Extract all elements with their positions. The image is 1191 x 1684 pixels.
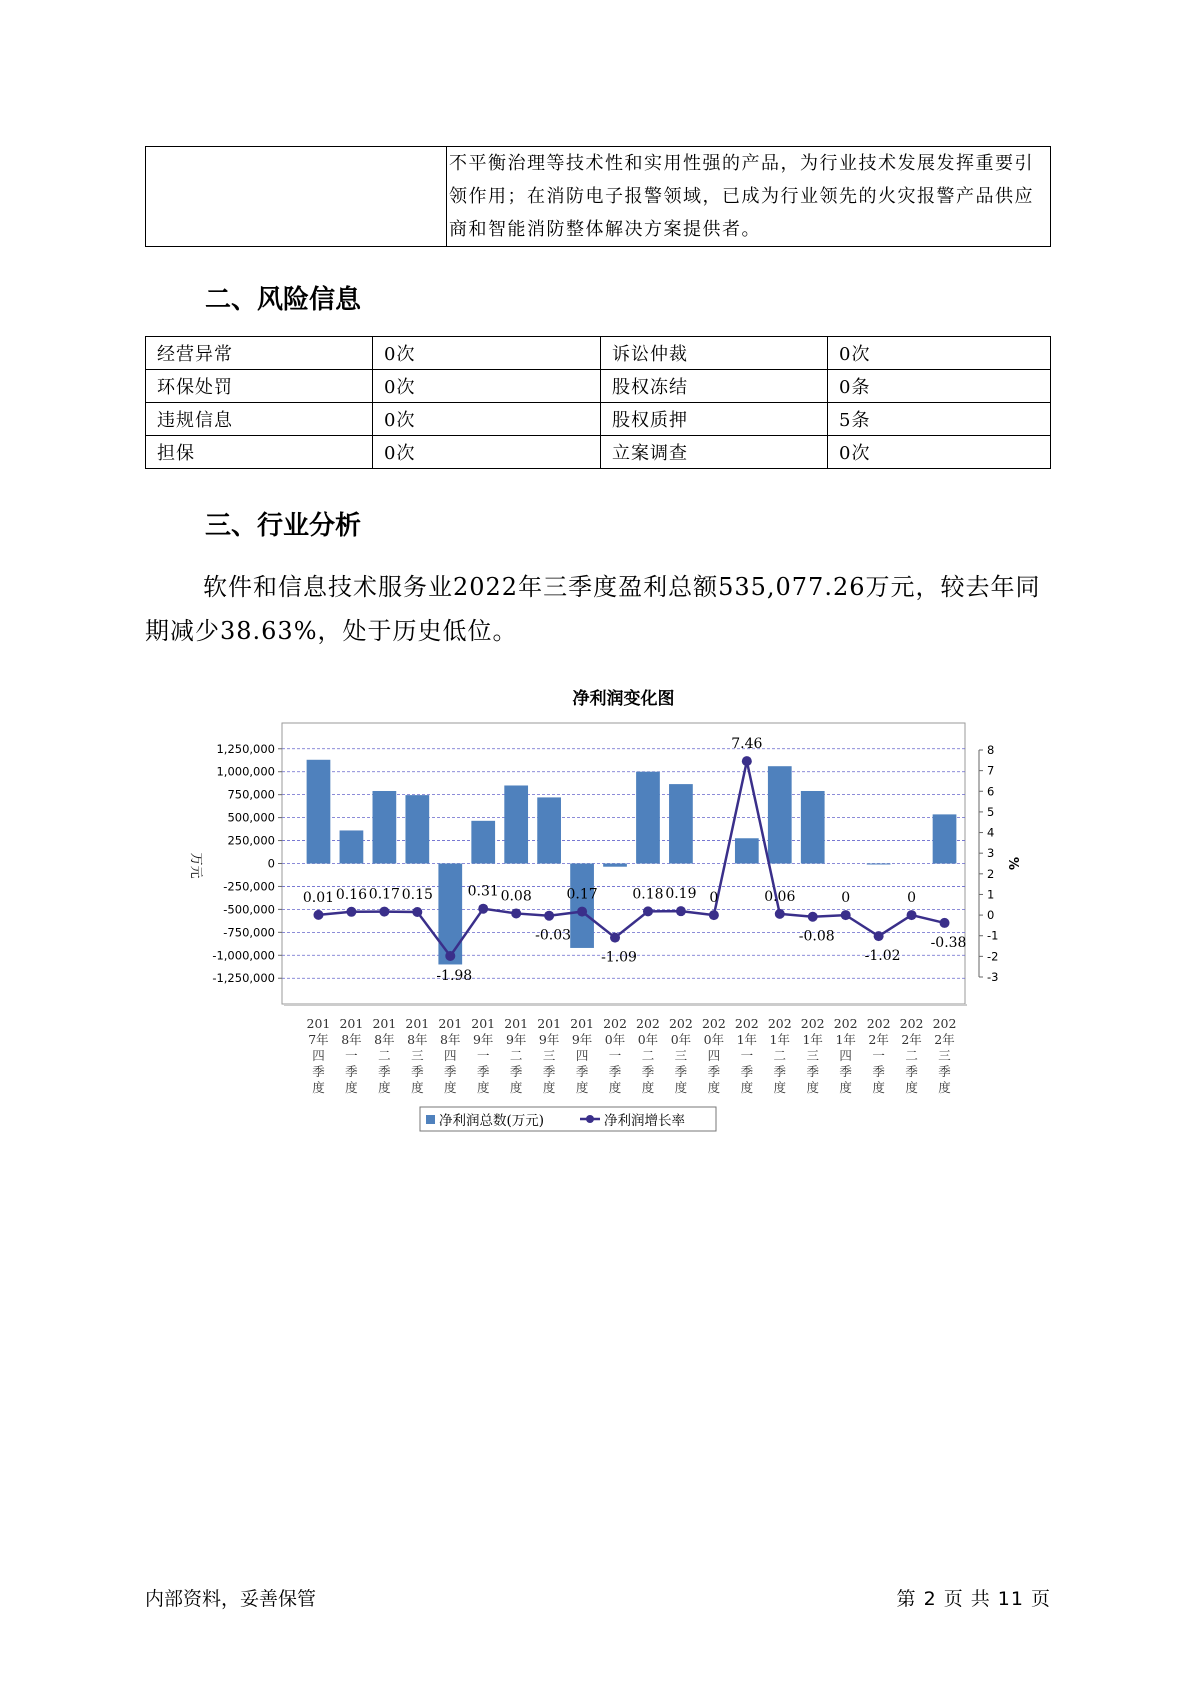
chart-bar bbox=[603, 864, 627, 867]
left-tick-label: -1,250,000 bbox=[212, 971, 275, 986]
x-tick-label: 季 bbox=[608, 1064, 622, 1079]
x-tick-label: 8年 bbox=[374, 1032, 395, 1047]
risk-table bbox=[145, 336, 1051, 469]
x-tick-label: 2年 bbox=[901, 1032, 922, 1047]
x-tick-label: 1年 bbox=[802, 1032, 823, 1047]
x-tick-label: 度 bbox=[608, 1080, 622, 1095]
x-tick-label: 0年 bbox=[670, 1032, 692, 1047]
x-tick-label: 三 bbox=[938, 1048, 951, 1063]
chart-bar bbox=[471, 821, 495, 864]
left-tick-label: 250,000 bbox=[227, 833, 275, 848]
x-tick-label: 季 bbox=[542, 1064, 556, 1079]
right-tick-label: 1 bbox=[987, 887, 995, 902]
x-tick-label: 202 bbox=[767, 1016, 792, 1031]
intro-table bbox=[145, 146, 1051, 247]
x-tick-label: 季 bbox=[312, 1064, 325, 1079]
chart-bar bbox=[537, 797, 561, 863]
x-tick-label: 二 bbox=[641, 1048, 655, 1063]
x-tick-label: 度 bbox=[773, 1080, 787, 1095]
x-tick-label: 1年 bbox=[736, 1032, 758, 1047]
x-tick-label: 202 bbox=[603, 1016, 627, 1031]
risk-value: 0次 bbox=[373, 370, 601, 403]
risk-label: 违规信息 bbox=[146, 403, 373, 436]
growth-point bbox=[412, 907, 422, 917]
x-tick-label: 四 bbox=[707, 1048, 721, 1063]
x-tick-label: 9年 bbox=[505, 1032, 527, 1047]
data-label: -1.09 bbox=[601, 949, 637, 966]
x-tick-label: 202 bbox=[833, 1016, 858, 1031]
right-tick-label: 5 bbox=[987, 804, 995, 819]
data-label: 0.01 bbox=[302, 889, 335, 906]
data-label: -1.02 bbox=[864, 948, 901, 965]
right-tick-label: 2 bbox=[987, 866, 995, 881]
x-tick-label: 202 bbox=[866, 1016, 891, 1031]
chart-bar bbox=[405, 795, 429, 863]
right-tick-label: 0 bbox=[987, 908, 995, 923]
data-label: 0.18 bbox=[632, 886, 664, 903]
x-tick-label: 季 bbox=[938, 1064, 951, 1079]
growth-point bbox=[478, 904, 488, 914]
legend-bar-swatch bbox=[426, 1115, 435, 1124]
x-tick-label: 一 bbox=[345, 1048, 358, 1063]
x-tick-label: 度 bbox=[575, 1080, 589, 1095]
intro-table-text-cell bbox=[447, 147, 1051, 247]
x-tick-label: 季 bbox=[740, 1064, 754, 1079]
x-tick-label: 度 bbox=[674, 1080, 688, 1095]
data-label: 0.16 bbox=[335, 886, 368, 903]
risk-label: 股权冻结 bbox=[601, 370, 828, 403]
x-tick-label: 201 bbox=[570, 1016, 595, 1031]
right-tick-label: -1 bbox=[987, 928, 999, 943]
right-tick-label: 4 bbox=[987, 825, 995, 840]
x-tick-label: 8年 bbox=[440, 1032, 461, 1047]
x-tick-label: 度 bbox=[938, 1080, 951, 1095]
x-tick-label: 202 bbox=[636, 1016, 660, 1031]
x-tick-label: 季 bbox=[509, 1064, 523, 1079]
data-label: -0.03 bbox=[535, 927, 572, 944]
right-tick-label: -2 bbox=[987, 949, 999, 964]
data-label: 0 bbox=[907, 890, 917, 907]
x-tick-label: 度 bbox=[641, 1080, 655, 1095]
risk-value: 0次 bbox=[828, 337, 1051, 370]
growth-point bbox=[676, 906, 686, 916]
x-tick-label: 度 bbox=[345, 1080, 358, 1095]
x-tick-label: 度 bbox=[872, 1080, 885, 1095]
x-tick-label: 季 bbox=[707, 1064, 721, 1079]
chart-canvas bbox=[170, 680, 1020, 1150]
data-label: 0.31 bbox=[467, 883, 499, 900]
table-row bbox=[146, 370, 1051, 403]
growth-point bbox=[544, 911, 554, 921]
x-tick-label: 三 bbox=[411, 1048, 424, 1063]
x-tick-label: 0年 bbox=[703, 1032, 725, 1047]
x-tick-label: 度 bbox=[707, 1080, 721, 1095]
growth-point bbox=[346, 907, 356, 917]
x-tick-label: 一 bbox=[740, 1048, 754, 1063]
left-tick-label: -750,000 bbox=[223, 925, 275, 940]
growth-point bbox=[775, 909, 785, 919]
data-label: 0 bbox=[709, 890, 719, 907]
x-tick-label: 四 bbox=[839, 1048, 852, 1063]
x-tick-label: 三 bbox=[542, 1048, 556, 1063]
x-tick-label: 0年 bbox=[604, 1032, 626, 1047]
x-tick-label: 1年 bbox=[835, 1032, 856, 1047]
chart-bar bbox=[570, 864, 594, 948]
left-tick-label: 1,250,000 bbox=[216, 741, 275, 756]
x-tick-label: 度 bbox=[378, 1080, 391, 1095]
risk-label: 经营异常 bbox=[146, 337, 373, 370]
growth-point bbox=[379, 907, 389, 917]
x-tick-label: 二 bbox=[509, 1048, 523, 1063]
left-tick-label: 750,000 bbox=[227, 787, 275, 802]
x-tick-label: 202 bbox=[932, 1016, 957, 1031]
net-profit-chart bbox=[170, 680, 1020, 1150]
footer-page-number: 第 2 页 共 11 页 bbox=[896, 1588, 1051, 1610]
risk-value: 0次 bbox=[828, 436, 1051, 469]
x-tick-label: 四 bbox=[575, 1048, 589, 1063]
chart-bar bbox=[504, 785, 528, 863]
x-tick-label: 202 bbox=[899, 1016, 924, 1031]
x-tick-label: 7年 bbox=[308, 1032, 329, 1047]
data-label: 0.17 bbox=[368, 886, 400, 903]
x-tick-label: 度 bbox=[411, 1080, 424, 1095]
risk-value: 5条 bbox=[828, 403, 1051, 436]
legend-line-marker bbox=[586, 1115, 594, 1123]
chart-bar bbox=[373, 791, 397, 864]
x-tick-label: 季 bbox=[345, 1064, 358, 1079]
x-tick-label: 季 bbox=[378, 1064, 391, 1079]
right-axis-title: % bbox=[1005, 856, 1020, 871]
table-row bbox=[146, 403, 1051, 436]
x-tick-label: 度 bbox=[476, 1080, 490, 1095]
chart-svg bbox=[170, 680, 1020, 1150]
x-tick-label: 一 bbox=[872, 1048, 885, 1063]
x-tick-label: 202 bbox=[800, 1016, 825, 1031]
intro-text: 不平衡治理等技术性和实用性强的产品，为行业技术发展发挥重要引 领作用；在消防电子报警领域，已成为行业领先的火灾报警产品供应 商和智能消防整体解决方案提供者。 bbox=[449, 153, 1034, 240]
right-tick-label: -3 bbox=[987, 970, 999, 984]
x-tick-label: 季 bbox=[872, 1064, 885, 1079]
data-label: 0 bbox=[841, 890, 851, 907]
x-tick-label: 四 bbox=[444, 1048, 457, 1063]
chart-bar bbox=[801, 791, 825, 864]
x-tick-label: 季 bbox=[905, 1064, 918, 1079]
left-tick-label: -500,000 bbox=[223, 902, 275, 917]
x-tick-label: 季 bbox=[444, 1064, 457, 1079]
x-tick-label: 三 bbox=[674, 1048, 688, 1063]
x-tick-label: 度 bbox=[839, 1080, 852, 1095]
x-tick-label: 201 bbox=[537, 1016, 562, 1031]
x-tick-label: 季 bbox=[411, 1064, 424, 1079]
risk-label: 立案调查 bbox=[601, 436, 828, 469]
x-tick-label: 8年 bbox=[407, 1032, 428, 1047]
growth-point bbox=[808, 912, 818, 922]
risk-label: 诉讼仲裁 bbox=[601, 337, 828, 370]
data-label: 0.06 bbox=[764, 888, 796, 905]
data-label: -1.98 bbox=[436, 967, 473, 984]
data-label: 0.15 bbox=[401, 886, 433, 903]
growth-point bbox=[577, 907, 587, 917]
growth-point bbox=[313, 910, 323, 920]
x-tick-label: 二 bbox=[905, 1048, 918, 1063]
intro-table-empty-cell bbox=[146, 147, 447, 247]
table-row bbox=[146, 436, 1051, 469]
growth-point bbox=[445, 951, 455, 961]
x-tick-label: 201 bbox=[438, 1016, 463, 1031]
x-tick-label: 8年 bbox=[341, 1032, 362, 1047]
x-tick-label: 度 bbox=[509, 1080, 523, 1095]
growth-point bbox=[742, 756, 752, 766]
x-tick-label: 度 bbox=[444, 1080, 457, 1095]
x-tick-label: 季 bbox=[674, 1064, 688, 1079]
left-tick-label: 0 bbox=[267, 856, 275, 871]
left-tick-label: 500,000 bbox=[227, 810, 275, 825]
data-label: 0.19 bbox=[665, 886, 697, 903]
x-tick-label: 9年 bbox=[538, 1032, 560, 1047]
growth-point bbox=[874, 931, 884, 941]
x-tick-label: 三 bbox=[806, 1048, 819, 1063]
right-tick-label: 8 bbox=[987, 743, 995, 757]
chart-bar bbox=[438, 864, 462, 965]
right-tick-label: 7 bbox=[987, 763, 995, 778]
growth-point bbox=[610, 933, 620, 943]
x-tick-label: 季 bbox=[476, 1064, 490, 1079]
growth-point bbox=[709, 910, 719, 920]
x-tick-label: 四 bbox=[312, 1048, 325, 1063]
section-heading-industry: 三、行业分析 bbox=[205, 511, 362, 541]
left-tick-label: -250,000 bbox=[223, 879, 275, 894]
x-tick-label: 季 bbox=[806, 1064, 819, 1079]
x-tick-label: 201 bbox=[372, 1016, 397, 1031]
left-tick-label: 1,000,000 bbox=[216, 764, 275, 779]
data-label: 0.17 bbox=[566, 886, 598, 903]
data-label: 0.08 bbox=[500, 888, 532, 905]
industry-paragraph: 软件和信息技术服务业2022年三季度盈利总额535,077.26万元，较去年同期减少38.63%，处于历史低位。 bbox=[145, 573, 1041, 645]
x-tick-label: 度 bbox=[740, 1080, 754, 1095]
data-label: -0.08 bbox=[798, 928, 835, 945]
x-tick-label: 2年 bbox=[934, 1032, 955, 1047]
x-tick-label: 0年 bbox=[637, 1032, 659, 1047]
x-tick-label: 二 bbox=[378, 1048, 391, 1063]
x-tick-label: 一 bbox=[608, 1048, 622, 1063]
footer-confidential: 内部资料，妥善保管 bbox=[145, 1588, 317, 1610]
left-tick-label: -1,000,000 bbox=[212, 948, 275, 963]
growth-point bbox=[841, 910, 851, 920]
growth-point bbox=[643, 906, 653, 916]
legend-line-label: 净利润增长率 bbox=[604, 1113, 685, 1129]
x-tick-label: 201 bbox=[405, 1016, 430, 1031]
x-tick-label: 202 bbox=[734, 1016, 759, 1031]
growth-point bbox=[907, 910, 917, 920]
chart-bar bbox=[867, 864, 891, 865]
risk-label: 环保处罚 bbox=[146, 370, 373, 403]
risk-label: 股权质押 bbox=[601, 403, 828, 436]
chart-bar bbox=[636, 772, 660, 864]
x-tick-label: 202 bbox=[668, 1016, 693, 1031]
x-tick-label: 二 bbox=[773, 1048, 787, 1063]
risk-value: 0次 bbox=[373, 403, 601, 436]
right-tick-label: 6 bbox=[987, 784, 995, 799]
x-tick-label: 度 bbox=[542, 1080, 556, 1095]
risk-label: 担保 bbox=[146, 436, 373, 469]
legend-bar-label: 净利润总数(万元) bbox=[439, 1113, 545, 1129]
x-tick-label: 度 bbox=[806, 1080, 819, 1095]
x-tick-label: 9年 bbox=[472, 1032, 494, 1047]
x-tick-label: 季 bbox=[641, 1064, 655, 1079]
chart-bar bbox=[669, 784, 693, 863]
right-tick-label: 3 bbox=[987, 846, 995, 861]
x-tick-label: 季 bbox=[575, 1064, 589, 1079]
chart-bar bbox=[307, 760, 331, 864]
x-tick-label: 一 bbox=[476, 1048, 490, 1063]
chart-bar bbox=[735, 838, 759, 863]
x-tick-label: 季 bbox=[773, 1064, 787, 1079]
section-heading-risk: 二、风险信息 bbox=[205, 285, 362, 315]
x-tick-label: 1年 bbox=[769, 1032, 791, 1047]
data-label: 7.46 bbox=[731, 736, 763, 753]
risk-value: 0次 bbox=[373, 337, 601, 370]
chart-title: 净利润变化图 bbox=[572, 689, 675, 709]
x-tick-label: 季 bbox=[839, 1064, 852, 1079]
x-tick-label: 度 bbox=[312, 1080, 325, 1095]
chart-bar bbox=[768, 766, 792, 863]
chart-bar bbox=[340, 830, 364, 863]
x-tick-label: 2年 bbox=[868, 1032, 889, 1047]
x-tick-label: 201 bbox=[339, 1016, 364, 1031]
x-tick-label: 202 bbox=[701, 1016, 726, 1031]
x-tick-label: 9年 bbox=[571, 1032, 593, 1047]
risk-value: 0条 bbox=[828, 370, 1051, 403]
table-row bbox=[146, 337, 1051, 370]
x-tick-label: 201 bbox=[306, 1016, 331, 1031]
growth-point bbox=[511, 908, 521, 918]
left-axis-title: 万元 bbox=[188, 852, 203, 879]
x-tick-label: 201 bbox=[504, 1016, 529, 1031]
data-label: -0.38 bbox=[930, 934, 967, 951]
x-tick-label: 201 bbox=[471, 1016, 496, 1031]
risk-value: 0次 bbox=[373, 436, 601, 469]
x-tick-label: 度 bbox=[905, 1080, 918, 1095]
growth-point bbox=[940, 918, 950, 928]
chart-bar bbox=[933, 814, 957, 863]
